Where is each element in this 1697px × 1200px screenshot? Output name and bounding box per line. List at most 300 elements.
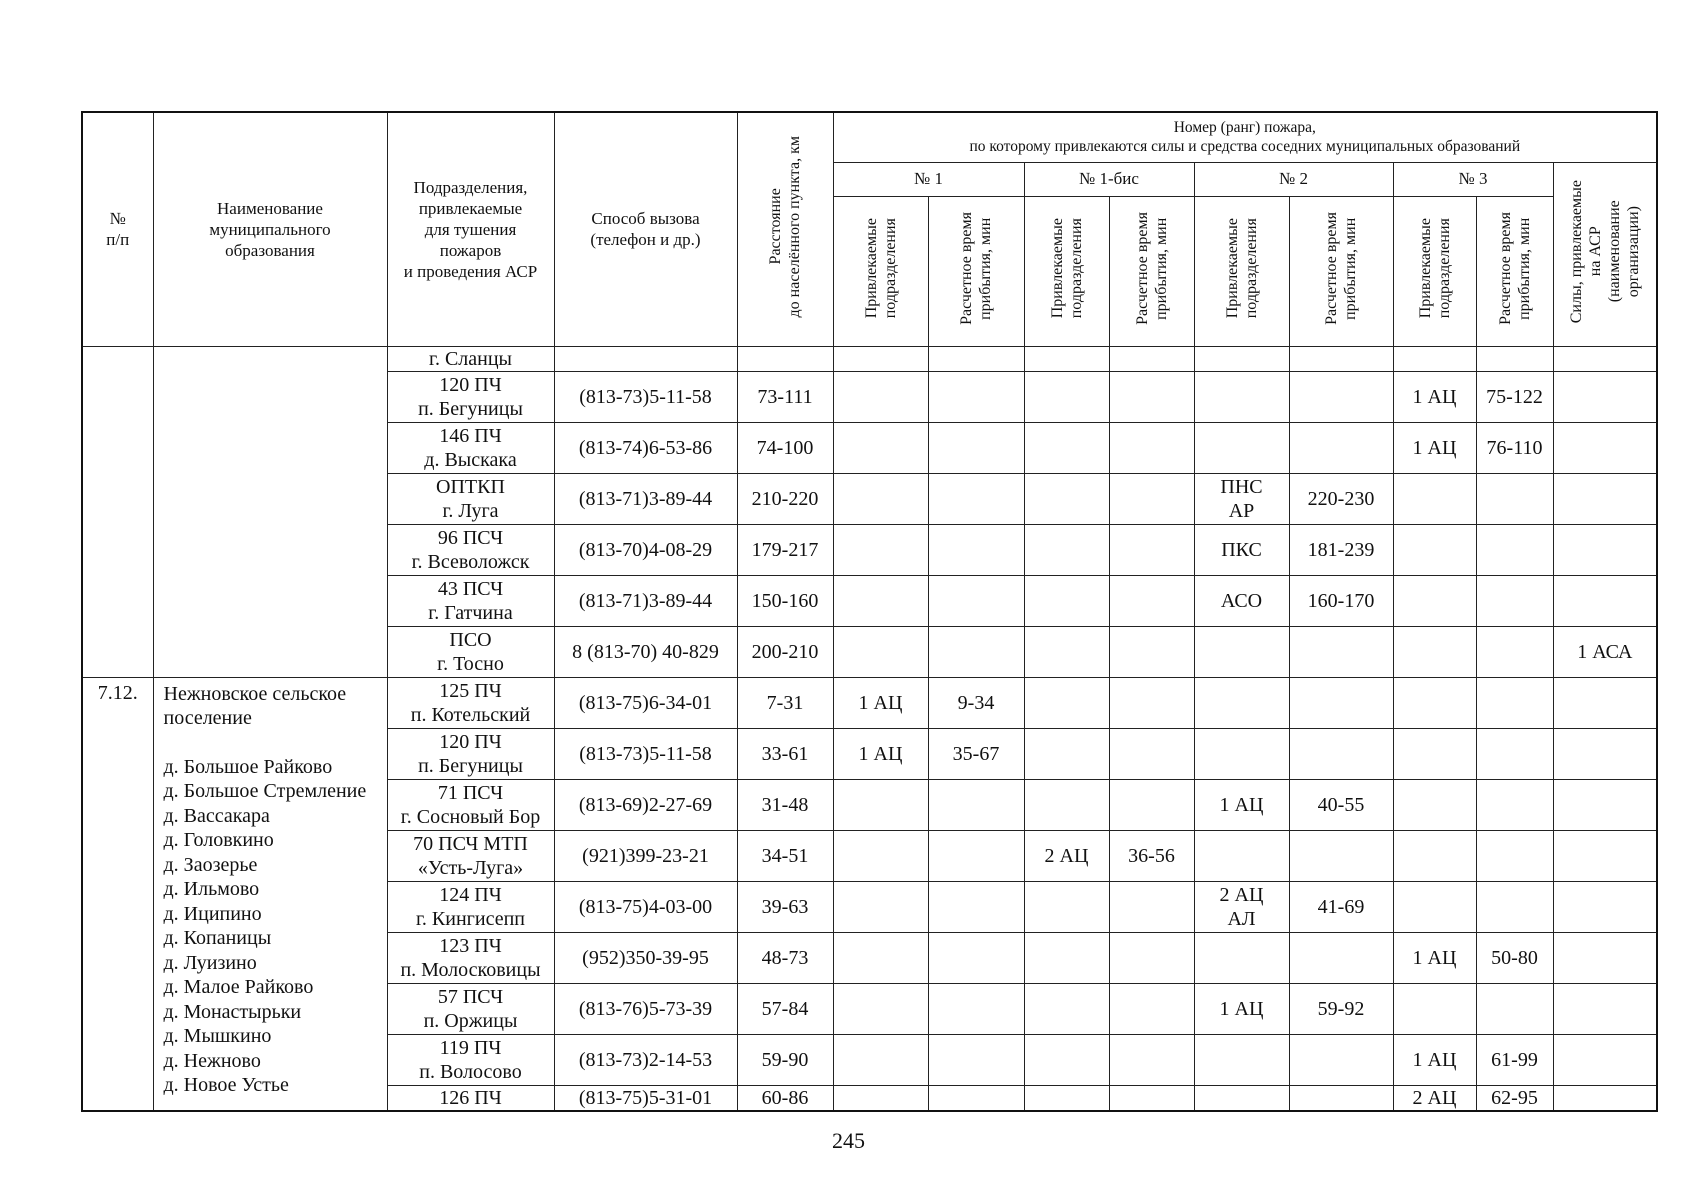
cell-phone — [554, 575, 737, 626]
cell-unit — [387, 346, 554, 371]
header-rank2-units: Привлекаемые подразделения — [1194, 196, 1289, 346]
cell-text: 210-220 — [751, 487, 819, 510]
cell-text: (813-75)5-31-01 — [578, 1086, 713, 1109]
cell-text: 220-230 — [1307, 487, 1375, 510]
village-name: д. Ильмово — [163, 878, 260, 900]
cell-text: 2 АЦ — [1044, 844, 1089, 867]
cell-r3u — [1393, 626, 1476, 677]
cell-asr — [1553, 524, 1657, 575]
cell-r2u — [1194, 779, 1289, 830]
cell-unit — [387, 728, 554, 779]
cell-text: 1 АСА — [1577, 640, 1633, 663]
cell-unit — [387, 677, 554, 728]
municipality-title: поселение — [163, 707, 252, 729]
cell-r1t — [928, 1034, 1024, 1085]
cell-r3t — [1476, 881, 1553, 932]
cell-rbu — [1024, 728, 1109, 779]
cell-phone — [554, 524, 737, 575]
cell-text: 8 (813-70) 40-829 — [572, 640, 719, 663]
cell-rbu — [1024, 371, 1109, 422]
cell-unit — [387, 983, 554, 1034]
cell-r2t — [1289, 1034, 1393, 1085]
cell-text: 1 АЦ — [1412, 1048, 1457, 1071]
cell-text: 59-90 — [761, 1048, 809, 1071]
cell-rbu — [1024, 473, 1109, 524]
cell-r3t — [1476, 626, 1553, 677]
cell-r1t — [928, 473, 1024, 524]
village-name: д. Головкино — [163, 829, 274, 851]
cell-rbu — [1024, 422, 1109, 473]
cell-rbu — [1024, 524, 1109, 575]
cell-r3t — [1476, 524, 1553, 575]
cell-asr — [1553, 1034, 1657, 1085]
cell-text: 123 ПЧ п. Молосковицы — [400, 934, 541, 981]
table-row — [82, 346, 1657, 371]
cell-unit — [387, 422, 554, 473]
cell-text: 59-92 — [1317, 997, 1365, 1020]
cell-dist — [737, 677, 833, 728]
cell-r3u — [1393, 473, 1476, 524]
cell-r3t — [1476, 932, 1553, 983]
page-number: 245 — [832, 1128, 865, 1153]
cell-r2t — [1289, 677, 1393, 728]
cell-r1t — [928, 779, 1024, 830]
cell-text: ПНС АР — [1220, 475, 1263, 522]
cell-r2u — [1194, 830, 1289, 881]
cell-unit — [387, 830, 554, 881]
header-rank-2: № 2 — [1194, 162, 1393, 196]
cell-text: 124 ПЧ г. Кингисепп — [415, 883, 525, 930]
cell-asr — [1553, 371, 1657, 422]
village-name: д. Нежново — [163, 1049, 261, 1072]
number-cell-empty — [82, 346, 153, 677]
cell-r3t — [1476, 677, 1553, 728]
cell-r1u — [833, 524, 928, 575]
header-rank1-time: Расчетное время прибытия, мин — [928, 196, 1024, 346]
cell-text: 35-67 — [952, 742, 1000, 765]
cell-dist — [737, 932, 833, 983]
header-distance: Расстояние до населённого пункта, км — [737, 112, 833, 346]
village-name: д. Иципино — [163, 902, 262, 925]
cell-rbt — [1109, 779, 1194, 830]
village-name: д. Луизино — [163, 951, 257, 974]
cell-dist — [737, 1085, 833, 1111]
cell-unit — [387, 779, 554, 830]
cell-r3u — [1393, 677, 1476, 728]
cell-r3u — [1393, 524, 1476, 575]
header-municipality-name: Наименование муниципального образования — [153, 112, 387, 346]
cell-rbu — [1024, 830, 1109, 881]
cell-unit — [387, 932, 554, 983]
cell-r2t — [1289, 626, 1393, 677]
cell-r2u — [1194, 1085, 1289, 1111]
cell-phone — [554, 422, 737, 473]
cell-text: 57-84 — [761, 997, 809, 1020]
cell-r3u — [1393, 779, 1476, 830]
cell-text: 126 ПЧ — [439, 1086, 502, 1109]
cell-text: 1 АЦ — [1219, 793, 1264, 816]
cell-text: 179-217 — [751, 538, 819, 561]
cell-text: 1 АЦ — [1412, 385, 1457, 408]
cell-text: 2 АЦ — [1412, 1086, 1457, 1109]
cell-text: (813-73)5-11-58 — [579, 385, 712, 408]
cell-r2u — [1194, 1034, 1289, 1085]
cell-r1u — [833, 626, 928, 677]
village-name: д. Новое Устье — [163, 1074, 289, 1096]
cell-text: 75-122 — [1486, 385, 1543, 408]
cell-text: 62-95 — [1491, 1086, 1538, 1109]
document-sheet — [81, 111, 1656, 1109]
header-rank1-units: Привлекаемые подразделения — [833, 196, 928, 346]
cell-r2t — [1289, 473, 1393, 524]
cell-text: 39-63 — [761, 895, 809, 918]
header-rank1bis-time: Расчетное время прибытия, мин — [1109, 196, 1194, 346]
municipality-cell-empty — [153, 346, 387, 677]
header-number: № п/п — [82, 112, 153, 346]
cell-text: (813-70)4-08-29 — [578, 538, 713, 561]
table-body — [82, 112, 1657, 1111]
cell-text: 31-48 — [761, 793, 809, 816]
cell-text: 41-69 — [1317, 895, 1365, 918]
cell-text: 34-51 — [761, 844, 809, 867]
cell-r3u — [1393, 1034, 1476, 1085]
cell-phone — [554, 779, 737, 830]
cell-text: 48-73 — [761, 946, 809, 969]
cell-r1u — [833, 677, 928, 728]
cell-rbu — [1024, 881, 1109, 932]
cell-dist — [737, 881, 833, 932]
cell-unit — [387, 626, 554, 677]
cell-r3u — [1393, 346, 1476, 371]
cell-text: (813-73)5-11-58 — [579, 742, 712, 765]
cell-rbt — [1109, 371, 1194, 422]
cell-dist — [737, 524, 833, 575]
cell-text: (813-73)2-14-53 — [578, 1048, 713, 1071]
cell-r3u — [1393, 371, 1476, 422]
cell-dist — [737, 473, 833, 524]
cell-rbt — [1109, 626, 1194, 677]
cell-rbu — [1024, 1034, 1109, 1085]
cell-phone — [554, 983, 737, 1034]
cell-r2u — [1194, 983, 1289, 1034]
cell-r1t — [928, 881, 1024, 932]
cell-r1t — [928, 983, 1024, 1034]
cell-rbt — [1109, 830, 1194, 881]
cell-r3t — [1476, 779, 1553, 830]
cell-text: 125 ПЧ п. Котельский — [410, 679, 531, 726]
cell-rbu — [1024, 1085, 1109, 1111]
cell-unit — [387, 524, 554, 575]
cell-r1u — [833, 830, 928, 881]
cell-r1u — [833, 422, 928, 473]
cell-text: 71 ПСЧ г. Сосновый Бор — [400, 781, 541, 828]
cell-rbt — [1109, 983, 1194, 1034]
cell-rbu — [1024, 575, 1109, 626]
cell-r1u — [833, 932, 928, 983]
cell-text: 7-31 — [766, 691, 804, 714]
cell-r1t — [928, 575, 1024, 626]
header-rank-3: № 3 — [1393, 162, 1553, 196]
cell-r2u — [1194, 575, 1289, 626]
cell-phone — [554, 830, 737, 881]
cell-text: 2 АЦ АЛ — [1219, 883, 1264, 930]
village-name: д. Монастырьки — [163, 1000, 302, 1023]
cell-text: (813-76)5-73-39 — [578, 997, 713, 1020]
cell-r2t — [1289, 779, 1393, 830]
cell-r2u — [1194, 932, 1289, 983]
cell-text: 43 ПСЧ г. Гатчина — [428, 577, 513, 624]
cell-text: 33-61 — [761, 742, 809, 765]
cell-r1t — [928, 830, 1024, 881]
cell-r3t — [1476, 728, 1553, 779]
cell-text: 120 ПЧ п. Бегуницы — [418, 730, 523, 777]
cell-rbu — [1024, 932, 1109, 983]
cell-dist — [737, 830, 833, 881]
cell-r1t — [928, 932, 1024, 983]
header-rank3-units: Привлекаемые подразделения — [1393, 196, 1476, 346]
cell-text: 1 АЦ — [858, 691, 903, 714]
cell-r2t — [1289, 422, 1393, 473]
cell-r1u — [833, 371, 928, 422]
cell-dist — [737, 346, 833, 371]
cell-phone — [554, 881, 737, 932]
cell-asr — [1553, 422, 1657, 473]
cell-asr — [1553, 728, 1657, 779]
cell-r3t — [1476, 346, 1553, 371]
cell-r3u — [1393, 575, 1476, 626]
cell-asr — [1553, 575, 1657, 626]
cell-r3t — [1476, 473, 1553, 524]
cell-rbt — [1109, 932, 1194, 983]
cell-text: 1 АЦ — [1219, 997, 1264, 1020]
cell-rbt — [1109, 524, 1194, 575]
cell-rbt — [1109, 473, 1194, 524]
cell-text: (813-69)2-27-69 — [578, 793, 713, 816]
cell-rbu — [1024, 677, 1109, 728]
village-name: д. Мышкино — [163, 1025, 272, 1047]
cell-phone — [554, 1085, 737, 1111]
cell-dist — [737, 983, 833, 1034]
cell-unit — [387, 575, 554, 626]
cell-r1t — [928, 371, 1024, 422]
cell-r1t — [928, 346, 1024, 371]
cell-text: 1 АЦ — [1412, 436, 1457, 459]
cell-asr — [1553, 677, 1657, 728]
cell-unit — [387, 1034, 554, 1085]
cell-asr — [1553, 983, 1657, 1034]
cell-text: 120 ПЧ п. Бегуницы — [418, 373, 523, 420]
cell-text: 9-34 — [957, 691, 995, 714]
cell-text: ОПТКП г. Луга — [436, 475, 505, 522]
cell-text: 119 ПЧ п. Волосово — [419, 1036, 522, 1083]
header-rank1bis-units: Привлекаемые подразделения — [1024, 196, 1109, 346]
cell-rbu — [1024, 346, 1109, 371]
cell-r2u — [1194, 524, 1289, 575]
cell-text: ПКС — [1221, 538, 1262, 561]
cell-dist — [737, 575, 833, 626]
cell-r3u — [1393, 983, 1476, 1034]
cell-r2u — [1194, 728, 1289, 779]
cell-unit — [387, 473, 554, 524]
cell-unit — [387, 371, 554, 422]
cell-asr — [1553, 626, 1657, 677]
cell-phone — [554, 626, 737, 677]
cell-rbt — [1109, 881, 1194, 932]
cell-r2t — [1289, 1085, 1393, 1111]
cell-text: (921)399-23-21 — [582, 844, 709, 867]
cell-text: 160-170 — [1307, 589, 1375, 612]
section-number: 7.12. — [82, 677, 153, 1111]
cell-r3t — [1476, 1034, 1553, 1085]
cell-r3u — [1393, 1085, 1476, 1111]
cell-unit — [387, 1085, 554, 1111]
cell-unit — [387, 881, 554, 932]
cell-text: (952)350-39-95 — [582, 946, 709, 969]
cell-text: (813-71)3-89-44 — [578, 589, 713, 612]
village-name: д. Вассакара — [163, 804, 270, 827]
cell-text: (813-75)4-03-00 — [578, 895, 713, 918]
cell-rbu — [1024, 626, 1109, 677]
cell-dist — [737, 422, 833, 473]
cell-r2t — [1289, 346, 1393, 371]
cell-phone — [554, 677, 737, 728]
cell-text: 96 ПСЧ г. Всеволожск — [411, 526, 530, 573]
cell-text: ПСО г. Тосно — [437, 628, 504, 675]
cell-text: 146 ПЧ д. Выскака — [424, 424, 517, 471]
cell-text: 150-160 — [751, 589, 819, 612]
cell-r2t — [1289, 932, 1393, 983]
header-fire-rank: Номер (ранг) пожара, по которому привлекаются силы и средства соседних муниципальных образований — [833, 112, 1657, 162]
cell-dist — [737, 728, 833, 779]
cell-text: 61-99 — [1491, 1048, 1538, 1071]
cell-r3u — [1393, 881, 1476, 932]
cell-dist — [737, 779, 833, 830]
header-rank3-time: Расчетное время прибытия, мин — [1476, 196, 1553, 346]
cell-text: 74-100 — [756, 436, 814, 459]
cell-r1u — [833, 728, 928, 779]
cell-dist — [737, 371, 833, 422]
cell-r2u — [1194, 677, 1289, 728]
cell-r2t — [1289, 983, 1393, 1034]
cell-phone — [554, 1034, 737, 1085]
cell-rbt — [1109, 728, 1194, 779]
cell-r2u — [1194, 626, 1289, 677]
cell-text: (813-75)6-34-01 — [578, 691, 713, 714]
cell-r2u — [1194, 371, 1289, 422]
cell-r2u — [1194, 881, 1289, 932]
cell-r3u — [1393, 728, 1476, 779]
header-call-method: Способ вызова (телефон и др.) — [554, 112, 737, 346]
village-name: д. Малое Райково — [163, 976, 314, 998]
cell-r1u — [833, 473, 928, 524]
cell-rbt — [1109, 677, 1194, 728]
header-units: Подразделения, привлекаемые для тушения пожаров и проведения АСР — [387, 112, 554, 346]
cell-rbt — [1109, 575, 1194, 626]
cell-text: (813-74)6-53-86 — [578, 436, 713, 459]
cell-text: 36-56 — [1128, 844, 1175, 867]
header-rank-1-bis: № 1-бис — [1024, 162, 1194, 196]
header-row-1 — [82, 112, 1657, 162]
cell-rbt — [1109, 1085, 1194, 1111]
cell-asr — [1553, 932, 1657, 983]
cell-r1u — [833, 1034, 928, 1085]
village-name: д. Копаницы — [163, 927, 272, 949]
cell-text: 181-239 — [1307, 538, 1375, 561]
cell-r2t — [1289, 728, 1393, 779]
cell-r3u — [1393, 932, 1476, 983]
cell-r1u — [833, 575, 928, 626]
cell-phone — [554, 932, 737, 983]
cell-r2u — [1194, 473, 1289, 524]
cell-r1t — [928, 626, 1024, 677]
cell-rbt — [1109, 422, 1194, 473]
cell-r3u — [1393, 422, 1476, 473]
header-rank2-time: Расчетное время прибытия, мин — [1289, 196, 1393, 346]
cell-text: 73-111 — [757, 385, 813, 408]
spacer — [164, 731, 387, 755]
table-row — [82, 677, 1657, 728]
cell-r1u — [833, 779, 928, 830]
cell-rbu — [1024, 779, 1109, 830]
cell-asr — [1553, 830, 1657, 881]
village-name: д. Большое Стремление — [163, 780, 367, 802]
cell-r3u — [1393, 830, 1476, 881]
municipality-name-cell — [153, 677, 387, 1111]
cell-r3t — [1476, 422, 1553, 473]
cell-r2t — [1289, 881, 1393, 932]
cell-phone — [554, 728, 737, 779]
cell-text: 60-86 — [761, 1086, 809, 1109]
cell-r1u — [833, 346, 928, 371]
header-rank-1: № 1 — [833, 162, 1024, 196]
cell-r3t — [1476, 371, 1553, 422]
cell-text: (813-71)3-89-44 — [578, 487, 713, 510]
fire-forces-table — [81, 111, 1658, 1112]
cell-text: 50-80 — [1491, 946, 1538, 969]
cell-asr — [1553, 1085, 1657, 1111]
cell-phone — [554, 473, 737, 524]
cell-r1u — [833, 983, 928, 1034]
cell-rbt — [1109, 1034, 1194, 1085]
cell-asr — [1553, 346, 1657, 371]
cell-text: 40-55 — [1317, 793, 1365, 816]
cell-r1u — [833, 881, 928, 932]
cell-r1t — [928, 524, 1024, 575]
cell-r2t — [1289, 371, 1393, 422]
cell-r2t — [1289, 524, 1393, 575]
cell-text: 76-110 — [1486, 436, 1543, 459]
cell-dist — [737, 1034, 833, 1085]
cell-r3t — [1476, 1085, 1553, 1111]
cell-phone — [554, 371, 737, 422]
cell-r1t — [928, 1085, 1024, 1111]
cell-rbt — [1109, 346, 1194, 371]
cell-asr — [1553, 473, 1657, 524]
cell-text: 200-210 — [751, 640, 819, 663]
cell-text: 1 АЦ — [858, 742, 903, 765]
cell-r3t — [1476, 830, 1553, 881]
municipality-title: Нежновское сельское — [163, 682, 347, 705]
cell-r1t — [928, 728, 1024, 779]
cell-r1t — [928, 422, 1024, 473]
village-name: д. Большое Райково — [163, 755, 333, 778]
cell-text: 70 ПСЧ МТП «Усть-Луга» — [413, 832, 528, 879]
cell-dist — [737, 626, 833, 677]
cell-asr — [1553, 779, 1657, 830]
cell-r3t — [1476, 983, 1553, 1034]
cell-text: 1 АЦ — [1412, 946, 1457, 969]
cell-text: АСО — [1220, 589, 1263, 612]
